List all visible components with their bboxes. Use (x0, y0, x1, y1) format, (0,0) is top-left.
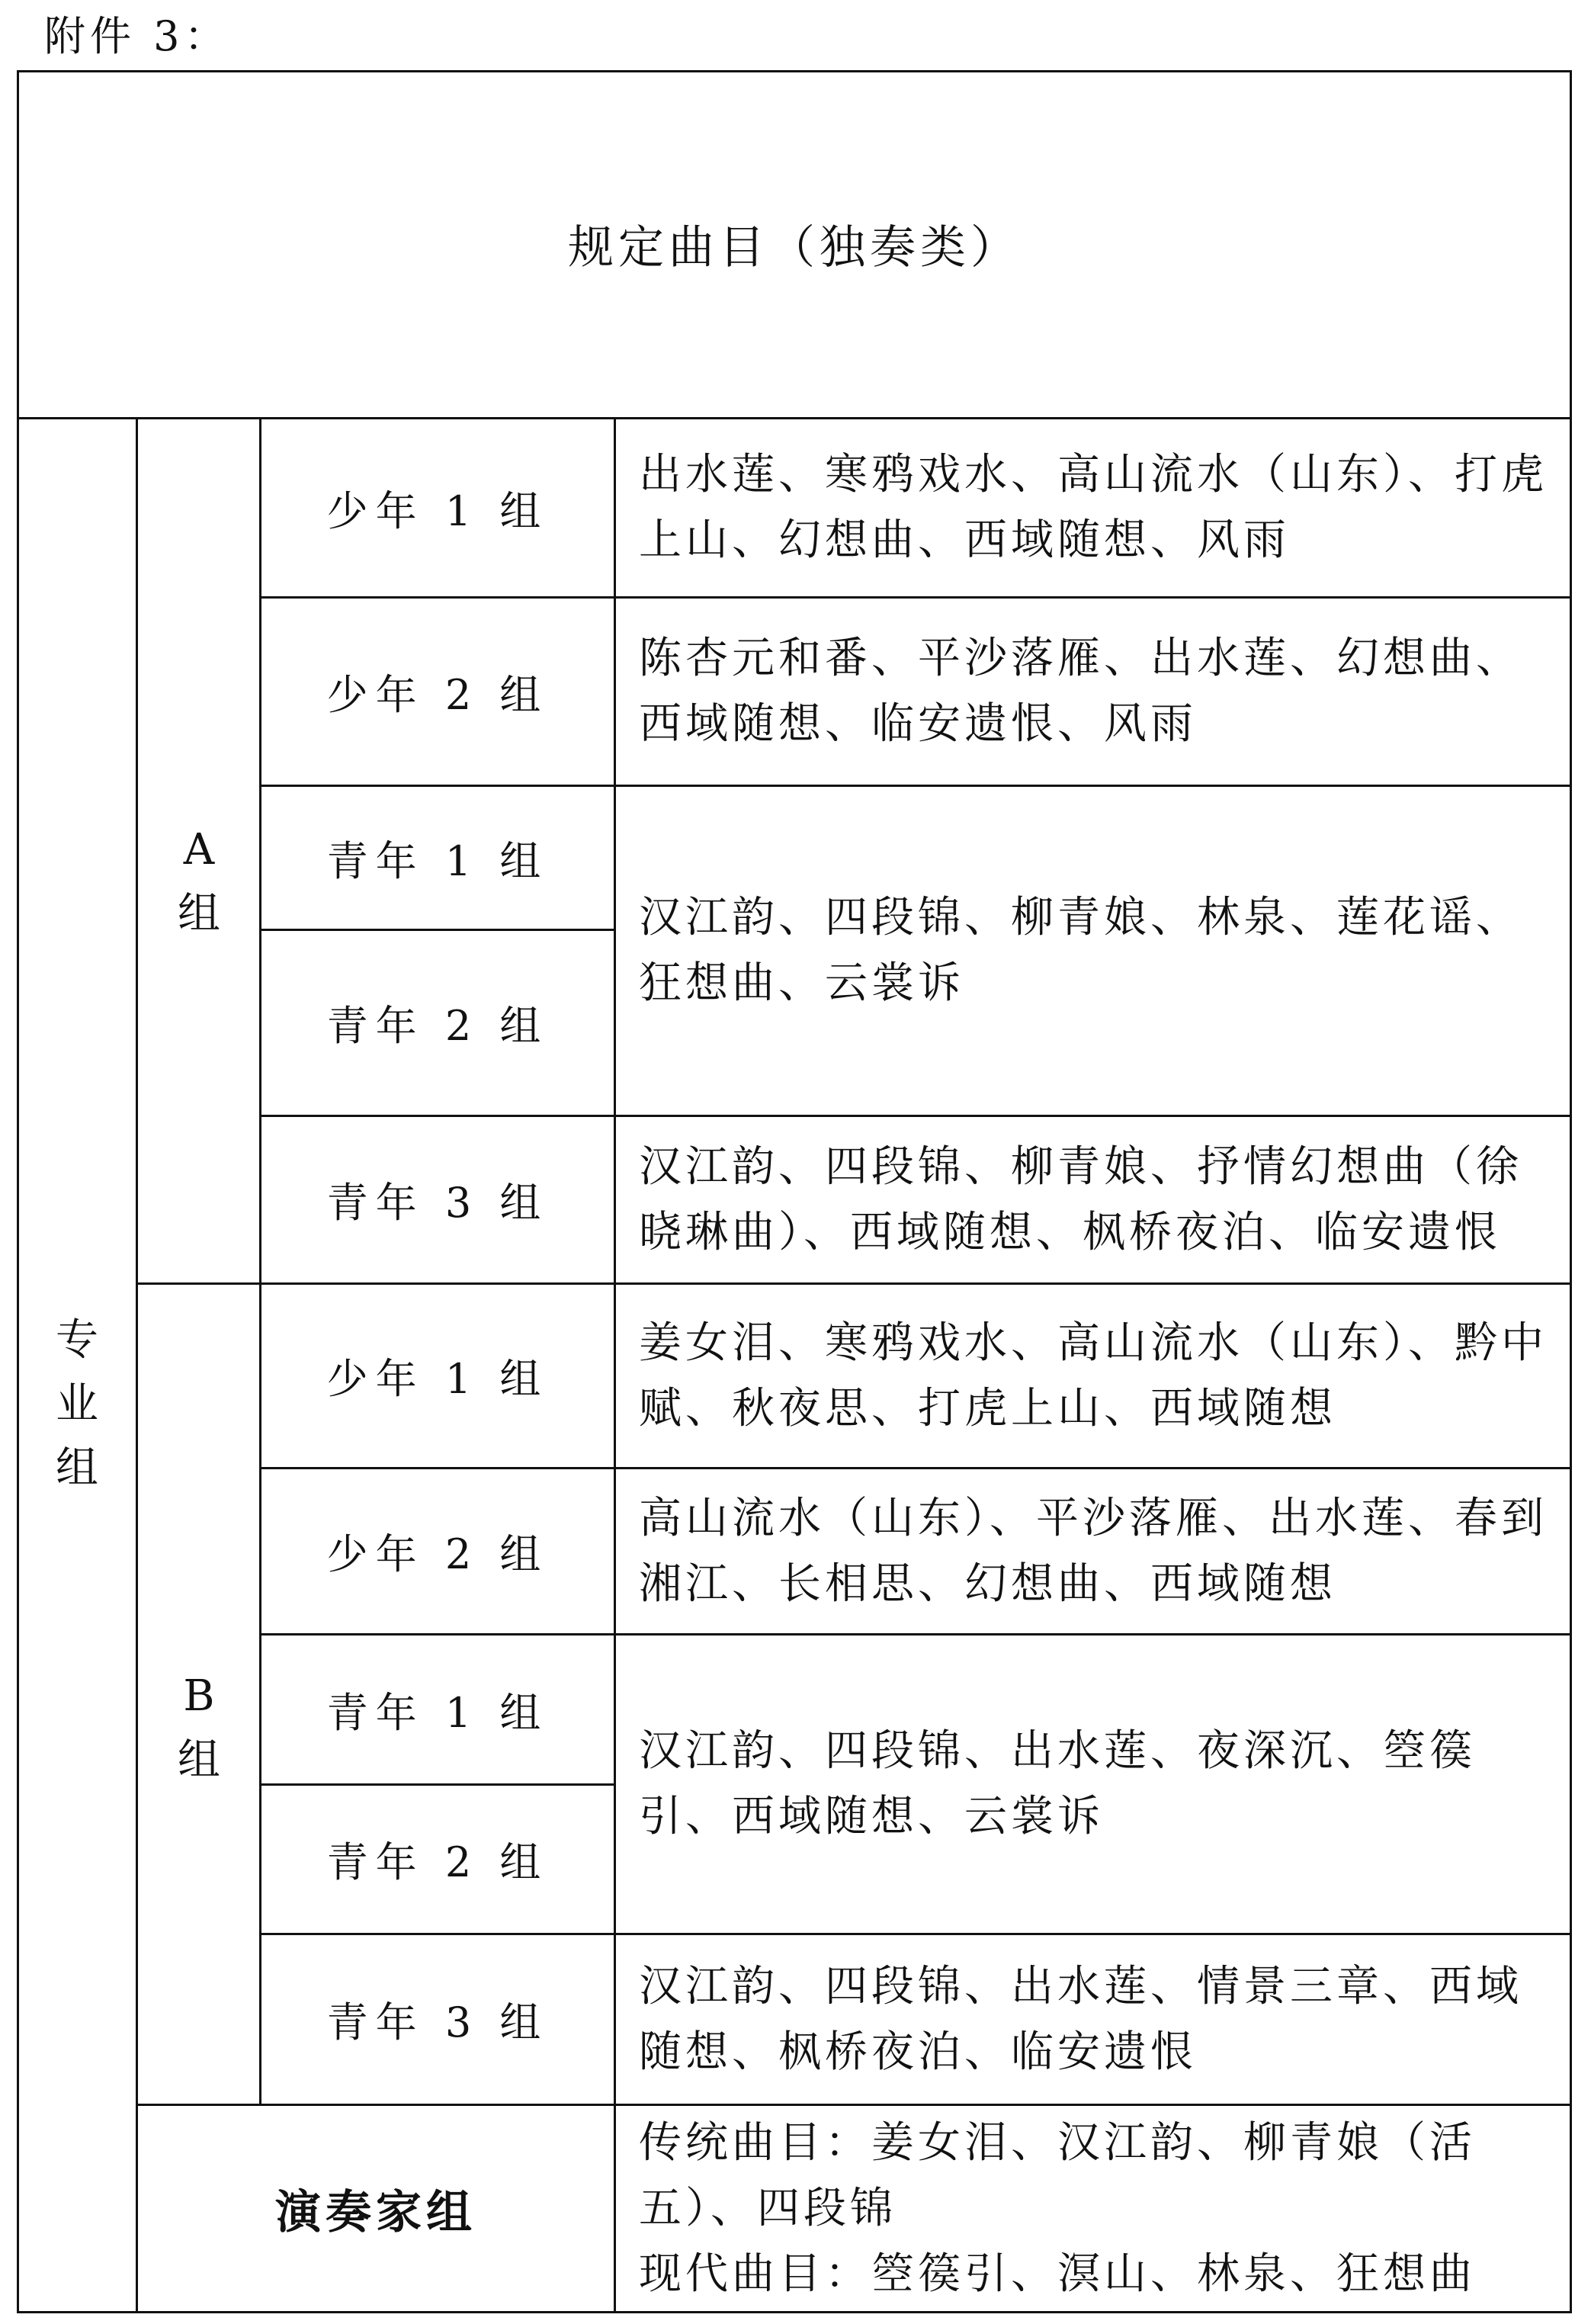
vertical-char: 专 (56, 1315, 98, 1365)
category-professional (17, 1290, 137, 1519)
vertical-char: 组 (56, 1443, 98, 1493)
a-level-youth-2: 青年 2 组 (326, 1002, 549, 1050)
group-b-label (137, 1633, 261, 1824)
group-a-letter: A (183, 825, 215, 875)
b-level-youth-1: 青年 1 组 (326, 1688, 549, 1737)
b-level-junior-2: 少年 2 组 (326, 1530, 549, 1578)
a-level-junior-1: 少年 1 组 (326, 486, 549, 535)
b-pieces-youth-1-2-text: 汉江韵、四段锦、出水莲、夜深沉、箜篌引、西域随想、云裳诉 (639, 1726, 1476, 1841)
table-title: 规定曲目（独奏类） (568, 220, 1021, 274)
a-pieces-junior-2-text: 陈杏元和番、平沙落雁、出水莲、幻想曲、西域随想、临安遗恨、风雨 (639, 634, 1522, 749)
b-pieces-youth-1-2 (616, 1635, 1570, 1933)
performer-traditional: 传统曲目：姜女泪、汉江韵、柳青娘（活五）、四段锦 (639, 2117, 1476, 2233)
border-bottom (17, 2311, 1572, 2313)
performer-modern: 现代曲目：箜篌引、溟山、林泉、狂想曲 (639, 2249, 1476, 2299)
performer-group-label: 演奏家组 (275, 2185, 476, 2239)
b-pieces-junior-2 (616, 1469, 1570, 1633)
a-pieces-youth-3-text: 汉江韵、四段锦、柳青娘、抒情幻想曲（徐晓琳曲）、西域随想、枫桥夜泊、临安遗恨 (639, 1141, 1522, 1257)
a-pieces-junior-2 (616, 599, 1570, 785)
a-pieces-junior-1 (616, 419, 1570, 596)
a-level-youth-1: 青年 1 组 (326, 836, 549, 885)
a-pieces-youth-3 (616, 1117, 1570, 1282)
category-label (56, 1308, 98, 1501)
group-b-letter: B (183, 1671, 215, 1721)
b-level-junior-1: 少年 1 组 (326, 1355, 549, 1403)
b-level-youth-2: 青年 2 组 (326, 1838, 549, 1886)
b-pieces-junior-1-text: 姜女泪、寒鸦戏水、高山流水（山东）、黔中赋、秋夜思、打虎上山、西域随想 (639, 1318, 1548, 1433)
a-pieces-junior-1-text: 出水莲、寒鸦戏水、高山流水（山东）、打虎上山、幻想曲、西域随想、风雨 (639, 450, 1548, 565)
a-level-youth-3: 青年 3 组 (326, 1179, 549, 1227)
group-a-label (137, 787, 261, 977)
b-pieces-junior-2-text: 高山流水（山东）、平沙落雁、出水莲、春到湘江、长相思、幻想曲、西域随想 (639, 1493, 1548, 1609)
a-level-junior-2: 少年 2 组 (326, 670, 549, 719)
b-pieces-youth-3 (616, 1935, 1570, 2104)
attachment-label: 附件 3： (44, 12, 230, 60)
performer-group-pieces (616, 2106, 1570, 2311)
b-pieces-youth-3-text: 汉江韵、四段锦、出水莲、情景三章、西域随想、枫桥夜泊、临安遗恨 (639, 1961, 1522, 2077)
repertoire-table (17, 70, 1572, 2313)
a-pieces-youth-1-2 (616, 787, 1570, 1115)
a-pieces-youth-1-2-text: 汉江韵、四段锦、柳青娘、林泉、莲花谣、狂想曲、云裳诉 (639, 893, 1522, 1008)
b-pieces-junior-1 (616, 1285, 1570, 1467)
group-b-char: 组 (178, 1735, 220, 1785)
vertical-char: 业 (56, 1379, 98, 1429)
group-a-char: 组 (178, 889, 220, 939)
b-level-youth-3: 青年 3 组 (326, 1998, 549, 2046)
